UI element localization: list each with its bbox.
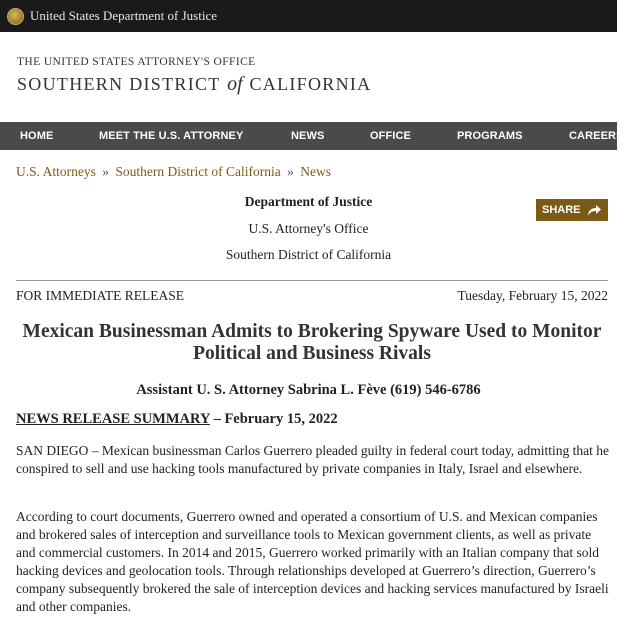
masthead-district-left: SOUTHERN DISTRICT [17,74,221,94]
share-label: SHARE [542,204,581,216]
nav-item-home[interactable]: HOME [20,130,54,142]
breadcrumb-us-attorneys[interactable]: U.S. Attorneys [16,164,96,179]
breadcrumb-separator: » [287,164,294,179]
nav-item-meet-attorney[interactable]: MEET THE U.S. ATTORNEY [99,130,244,142]
summary-label[interactable]: NEWS RELEASE SUMMARY [16,411,210,427]
article-headline: Mexican Businessman Admits to Brokering Spyware Used to Monitor Political and Business Rivals [22,321,602,364]
divider [16,280,608,281]
agency-office: U.S. Attorney's Office [248,221,369,236]
article-contact: Assistant U. S. Attorney Sabrina L. Fève (619) 546-6786 [136,382,481,398]
nav-item-news[interactable]: NEWS [291,130,325,142]
nav-item-careers[interactable]: CAREERS [569,130,624,142]
article-paragraph: According to court documents, Guerrero owned and operated a consortium of U.S. and Mexican companies and brokered sales of interception and surveillance tools to Mexican government clients, as well as private and commercial customers. In 2014 and 2015, Guerrero worked primarily with an Italian company that sold hacking devices and geolocation tools. Through relationships developed at Guerrero’s direction, Guerrero’s company subsequently brokered the sale of interception devices and hacking services manufactured by Israeli and other companies. [16,509,609,614]
release-label: FOR IMMEDIATE RELEASE [16,288,184,303]
masthead-district-right: CALIFORNIA [249,74,372,94]
agency-district: Southern District of California [225,247,392,262]
release-date: Tuesday, February 15, 2022 [457,288,608,303]
masthead-line1: THE UNITED STATES ATTORNEY'S OFFICE [17,56,256,68]
doj-seal-icon[interactable] [7,8,24,25]
doj-topbar [0,0,617,32]
masthead-district [17,73,371,96]
topbar-title[interactable]: United States Department of Justice [30,8,218,23]
breadcrumb-news[interactable]: News [300,164,331,179]
breadcrumb-separator: » [102,164,110,179]
agency-department: Department of Justice [244,194,373,209]
main-nav [0,122,624,150]
article-paragraph: SAN DIEGO – Mexican businessman Carlos Guerrero pleaded guilty in federal court today, admitting that he conspired to sell and use hacking tools manufactured by private companies in Italy, Israel and elsewhere. [16,443,609,476]
office-masthead[interactable] [17,56,371,96]
nav-item-office[interactable]: OFFICE [370,130,411,142]
masthead-of: of [227,73,243,95]
breadcrumb [16,164,331,180]
summary-date: – February 15, 2022 [209,411,338,427]
nav-item-programs[interactable]: PROGRAMS [457,130,523,142]
news-release-summary [16,411,338,428]
breadcrumb-district[interactable]: Southern District of California [115,164,281,179]
